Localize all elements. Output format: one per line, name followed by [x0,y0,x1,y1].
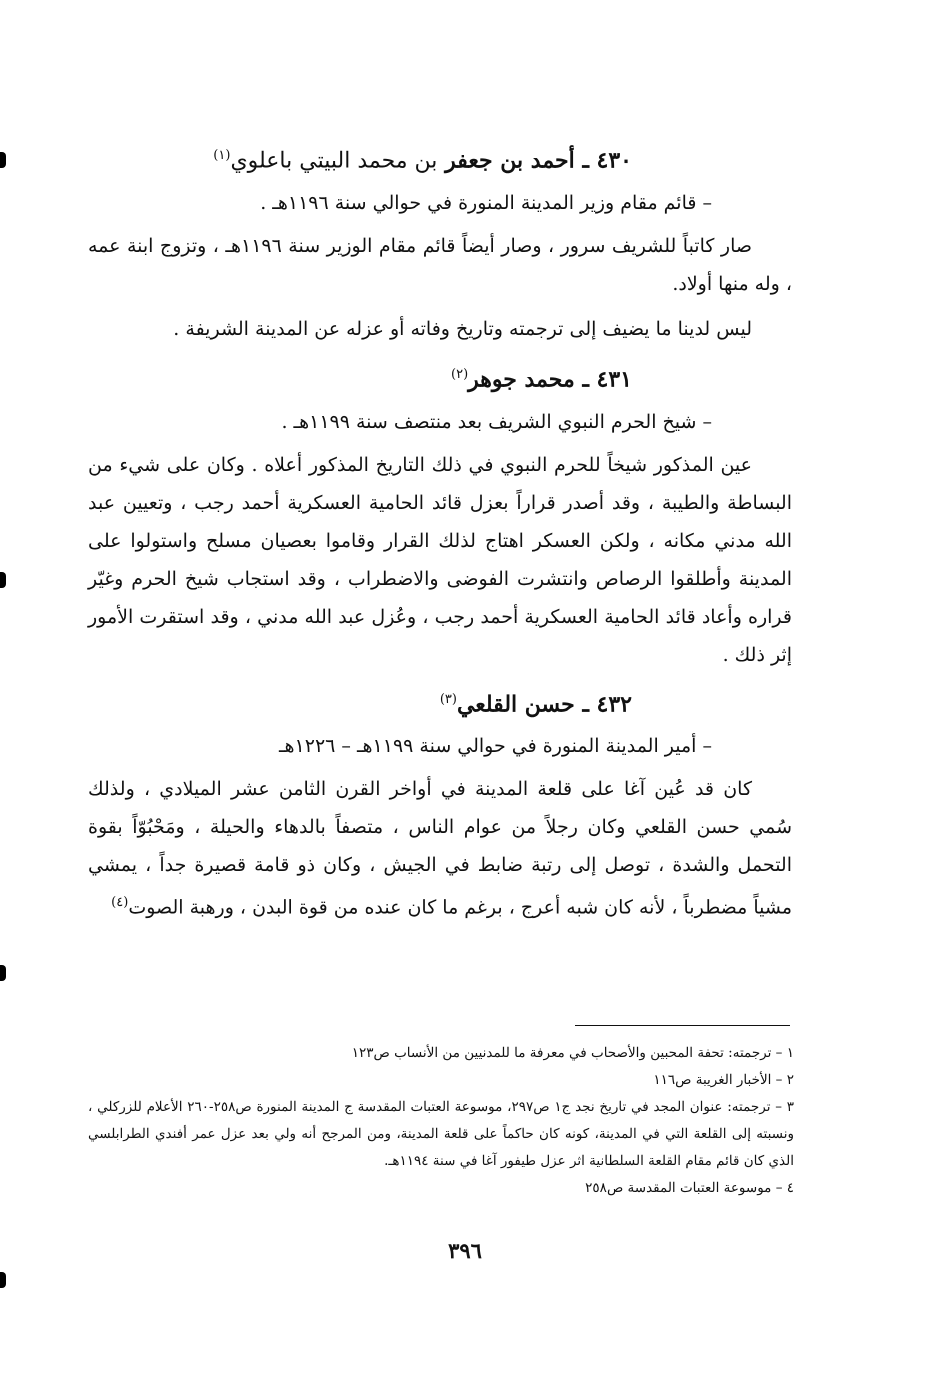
entry-432-role: – أمير المدينة المنورة في حوالي سنة ١١٩٩هـ – ١٢٢٦هـ [278,734,712,757]
footnote-1: ١ – ترجمته: تحفة المحبين والأصحاب في معرفة ما للمدنيين من الأنساب ص١٢٣ [351,1045,794,1061]
entry-name: أحمد بن جعفر [445,147,575,174]
margin-mark-1 [0,152,6,168]
entry-430-title [88,136,792,181]
entry-name: محمد جوهر [468,366,575,393]
footnote-ref: (١) [213,148,231,163]
entry-431-paragraph: عين المذكور شيخاً للحرم النبوي في ذلك التاريخ المذكور أعلاه . وكان على شيء من البساطة والطيبة ، وقد أصدر قراراً بعزل قائد الحامية العسكرية أحمد رجب ، وتعيين عبد الله مدني مكانه ، ولكن العسكر اهتاج لذلك القرار وقاموا بعصيان مسلح واستولوا على المدينة وأطلقوا الرصاص وانتشرت الفوضى والاضطراب ، وقد استجاب شيخ الحرم وغيّر قراره وأعاد قائد الحامية العسكرية أحمد رجب ، وعُزل عبد الله مدني ، وقد استقرت الأمور إثر ذلك . [88,453,792,666]
footnote-4: ٤ – موسوعة العتبات المقدسة ص٢٥٨ [585,1180,794,1196]
entry-number: ٤٣١ ـ [582,366,632,393]
entry-431-role: – شيخ الحرم النبوي الشريف بعد منتصف سنة ١١٩٩هـ . [281,410,712,433]
entry-431-title [88,355,792,399]
entry-name: حسن القلعي [456,690,575,717]
footnote-3: ٣ – ترجمته: عنوان المجد في تاريخ نجد ج١ ص٢٩٧، موسوعة العتبات المقدسة ج المدينة المنورة ص٢٥٨-٢٦٠ الأعلام للزركلي ، ونسبته إلى القلعة التي في المدينة، كونه كان حاكماً على قلعة المدينة، ومن المرجح أنه ولي بعد عزل عمر أفندي الطرابلسي الذي كان قائم مقام القلعة السلطانية اثر عزل طيفور آغا في سنة ١١٩٤هـ. [88,1099,795,1169]
margin-mark-4 [0,1272,6,1288]
entry-name-rest: بن محمد البيتي باعلوي [230,148,438,174]
entry-430-paragraph: صار كاتباً للشريف سرور ، وصار أيضاً قائم مقام الوزير سنة ١١٩٦هـ ، وتزوج ابنة عمه ، وله منها أولاد. [88,235,792,296]
footnote-2: ٢ – الأخبار الغريبة ص١١٦ [653,1072,794,1088]
margin-mark-2 [0,572,6,588]
page-body [88,130,792,932]
footnote-separator [575,1025,790,1026]
margin-mark-3 [0,965,6,981]
entry-430-role: – قائم مقام وزير المدينة المنورة في حوالي سنة ١١٩٦هـ . [260,192,712,215]
entry-430-note: ليس لدينا ما يضيف إلى ترجمته وتاريخ وفاته أو عزله عن المدينة الشريفة . [173,318,752,341]
footnotes [88,1040,794,1202]
entry-432-paragraph-text: كان قد عُين آغا على قلعة المدينة في أواخر القرن الثامن عشر الميلادي ، ولذلك سُمي حسن القلعي وكان رجلاً من عوام الناس ، متصفاً بالدهاء والحيلة ، ومَحْبُوّاً بقوة التحمل والشدة ، توصل إلى رتبة ضابط في الجيش ، وكان ذو قامة قصيرة جداً ، يمشي مشياً مضطرباً ، لأنه كان شبه أعرج ، برغم ما كان عنده من قوة البدن ، ورهبة الصوت [88,777,792,919]
entry-432-paragraph [88,770,792,926]
page-number: ٣٩٦ [448,1238,482,1263]
entry-number: ٤٣٢ ـ [582,690,632,717]
footnote-ref: (٤) [111,894,129,910]
entry-432-title [88,680,792,724]
footnote-ref: (٢) [451,367,469,383]
footnote-ref: (٣) [439,691,457,707]
entry-number: ٤٣٠ ـ [582,147,632,174]
